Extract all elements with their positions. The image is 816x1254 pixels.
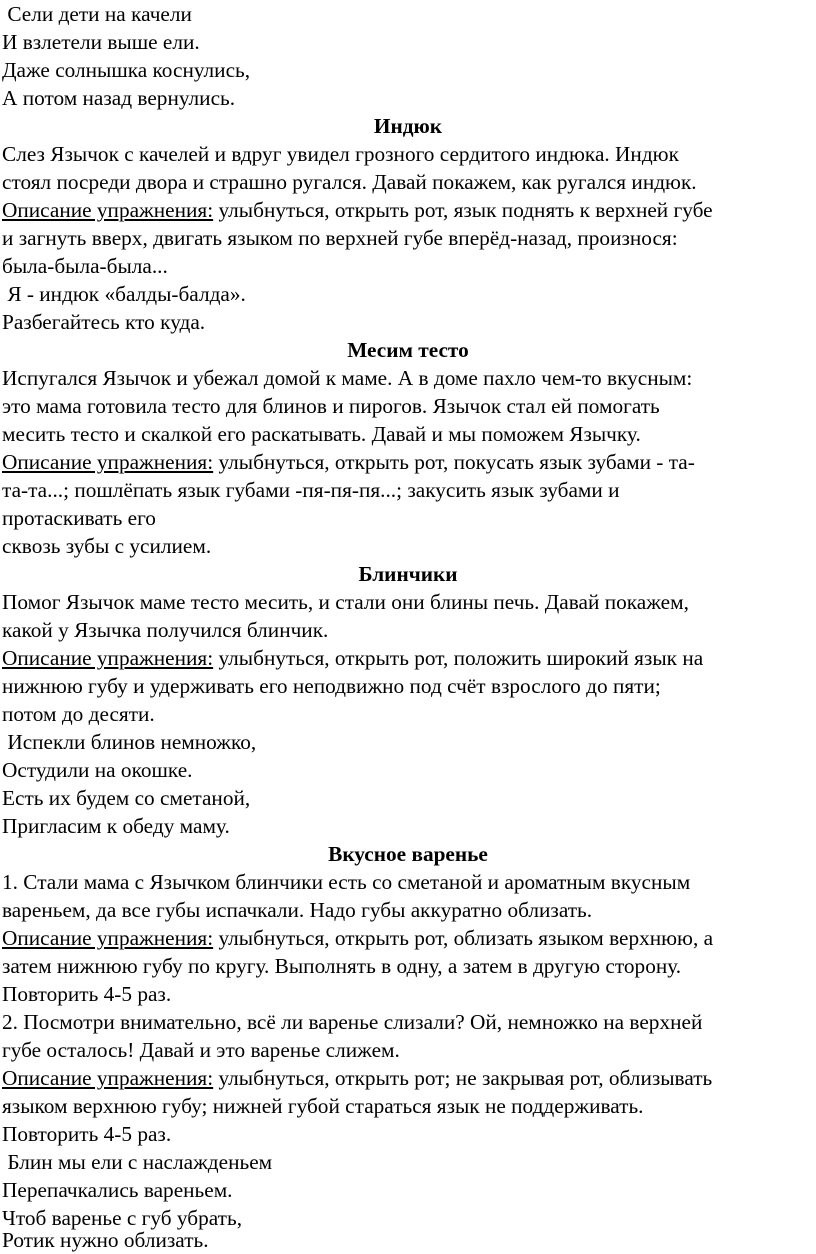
- poem-line: И взлетели выше ели.: [2, 30, 200, 54]
- paragraph-line: потом до десяти.: [2, 702, 155, 726]
- poem-line: Ротик нужно облизать.: [2, 1228, 209, 1252]
- poem-line: Остудили на окошке.: [2, 758, 193, 782]
- poem-line: Пригласим к обеду маму.: [2, 814, 230, 838]
- poem-line: Перепачкались вареньем.: [2, 1178, 233, 1202]
- poem-line: Чтоб варенье с губ убрать,: [2, 1206, 243, 1230]
- exercise-description-label: Описание упражнения:: [2, 450, 214, 474]
- poem-line: Блин мы ели с наслажденьем: [2, 1150, 273, 1174]
- exercise-description-label: Описание упражнения:: [2, 198, 214, 222]
- poem-line: Испекли блинов немножко,: [2, 730, 257, 754]
- exercise-description: [2, 448, 695, 476]
- section-title-indyuk: Индюк: [373, 114, 443, 138]
- exercise-description: [2, 1064, 712, 1092]
- poem-line: Есть их будем со сметаной,: [2, 786, 251, 810]
- paragraph-line: вареньем, да все губы испачкали. Надо губы аккуратно облизать.: [2, 898, 593, 922]
- paragraph-line: Разбегайтесь кто куда.: [2, 310, 206, 334]
- paragraph-line: Повторить 4-5 раз.: [2, 1122, 172, 1146]
- exercise-description: [2, 644, 703, 672]
- paragraph-line: протаскивать его: [2, 506, 156, 530]
- exercise-description-label: Описание упражнения:: [2, 1066, 214, 1090]
- exercise-description-text: улыбнуться, открыть рот, облизать языком верхнюю, а: [213, 926, 714, 950]
- paragraph-line: стоял посреди двора и страшно ругался. Давай покажем, как ругался индюк.: [2, 170, 697, 194]
- paragraph-line: месить тесто и скалкой его раскатывать. Давай и мы поможем Язычку.: [2, 422, 641, 446]
- section-title-varenye: Вкусное варенье: [328, 842, 488, 866]
- paragraph-line: Повторить 4-5 раз.: [2, 982, 172, 1006]
- paragraph-line: какой у Язычка получился блинчик.: [2, 618, 329, 642]
- exercise-description-text: улыбнуться, открыть рот, покусать язык зубами - та-: [213, 450, 695, 474]
- paragraph-line: Я - индюк «балды-балда».: [2, 282, 246, 306]
- paragraph-line: это мама готовила тесто для блинов и пирогов. Язычок стал ей помогать: [2, 394, 660, 418]
- exercise-description: [2, 924, 713, 952]
- paragraph-line: Испугался Язычок и убежал домой к маме. А в доме пахло чем-то вкусным:: [2, 366, 693, 390]
- paragraph-line: та-та...; пошлёпать язык губами -пя-пя-пя...; закусить язык зубами и: [2, 478, 620, 502]
- paragraph-line: и загнуть вверх, двигать языком по верхней губе вперёд-назад, произнося:: [2, 226, 678, 250]
- poem-line: Даже солнышка коснулись,: [2, 58, 251, 82]
- paragraph-line: Помог Язычок маме тесто месить, и стали они блины печь. Давай покажем,: [2, 590, 689, 614]
- paragraph-line: затем нижнюю губу по кругу. Выполнять в одну, а затем в другую сторону.: [2, 954, 682, 978]
- paragraph-line: Слез Язычок с качелей и вдруг увидел грозного сердитого индюка. Индюк: [2, 142, 679, 166]
- exercise-description-text: улыбнуться, открыть рот, положить широкий язык на: [213, 646, 704, 670]
- exercise-description-label: Описание упражнения:: [2, 926, 214, 950]
- paragraph-line: 1. Стали мама с Язычком блинчики есть со сметаной и ароматным вкусным: [2, 870, 691, 894]
- exercise-description-text: улыбнуться, открыть рот; не закрывая рот, облизывать: [213, 1066, 713, 1090]
- exercise-description-text: улыбнуться, открыть рот, язык поднять к верхней губе: [213, 198, 713, 222]
- poem-line: Сели дети на качели: [2, 2, 192, 26]
- section-title-blinchiki: Блинчики: [358, 562, 458, 586]
- paragraph-line: была-была-была...: [2, 254, 168, 278]
- paragraph-line: сквозь зубы с усилием.: [2, 534, 212, 558]
- exercise-description: [2, 196, 713, 224]
- paragraph-line: нижнюю губу и удерживать его неподвижно под счёт взрослого до пяти;: [2, 674, 661, 698]
- paragraph-line: губе осталось! Давай и это варенье слижем.: [2, 1038, 400, 1062]
- exercise-description-label: Описание упражнения:: [2, 646, 214, 670]
- paragraph-line: языком верхнюю губу; нижней губой стараться язык не поддерживать.: [2, 1094, 644, 1118]
- paragraph-line: 2. Посмотри внимательно, всё ли варенье слизали? Ой, немножко на верхней: [2, 1010, 703, 1034]
- section-title-testo: Месим тесто: [347, 338, 469, 362]
- poem-line: А потом назад вернулись.: [2, 86, 236, 110]
